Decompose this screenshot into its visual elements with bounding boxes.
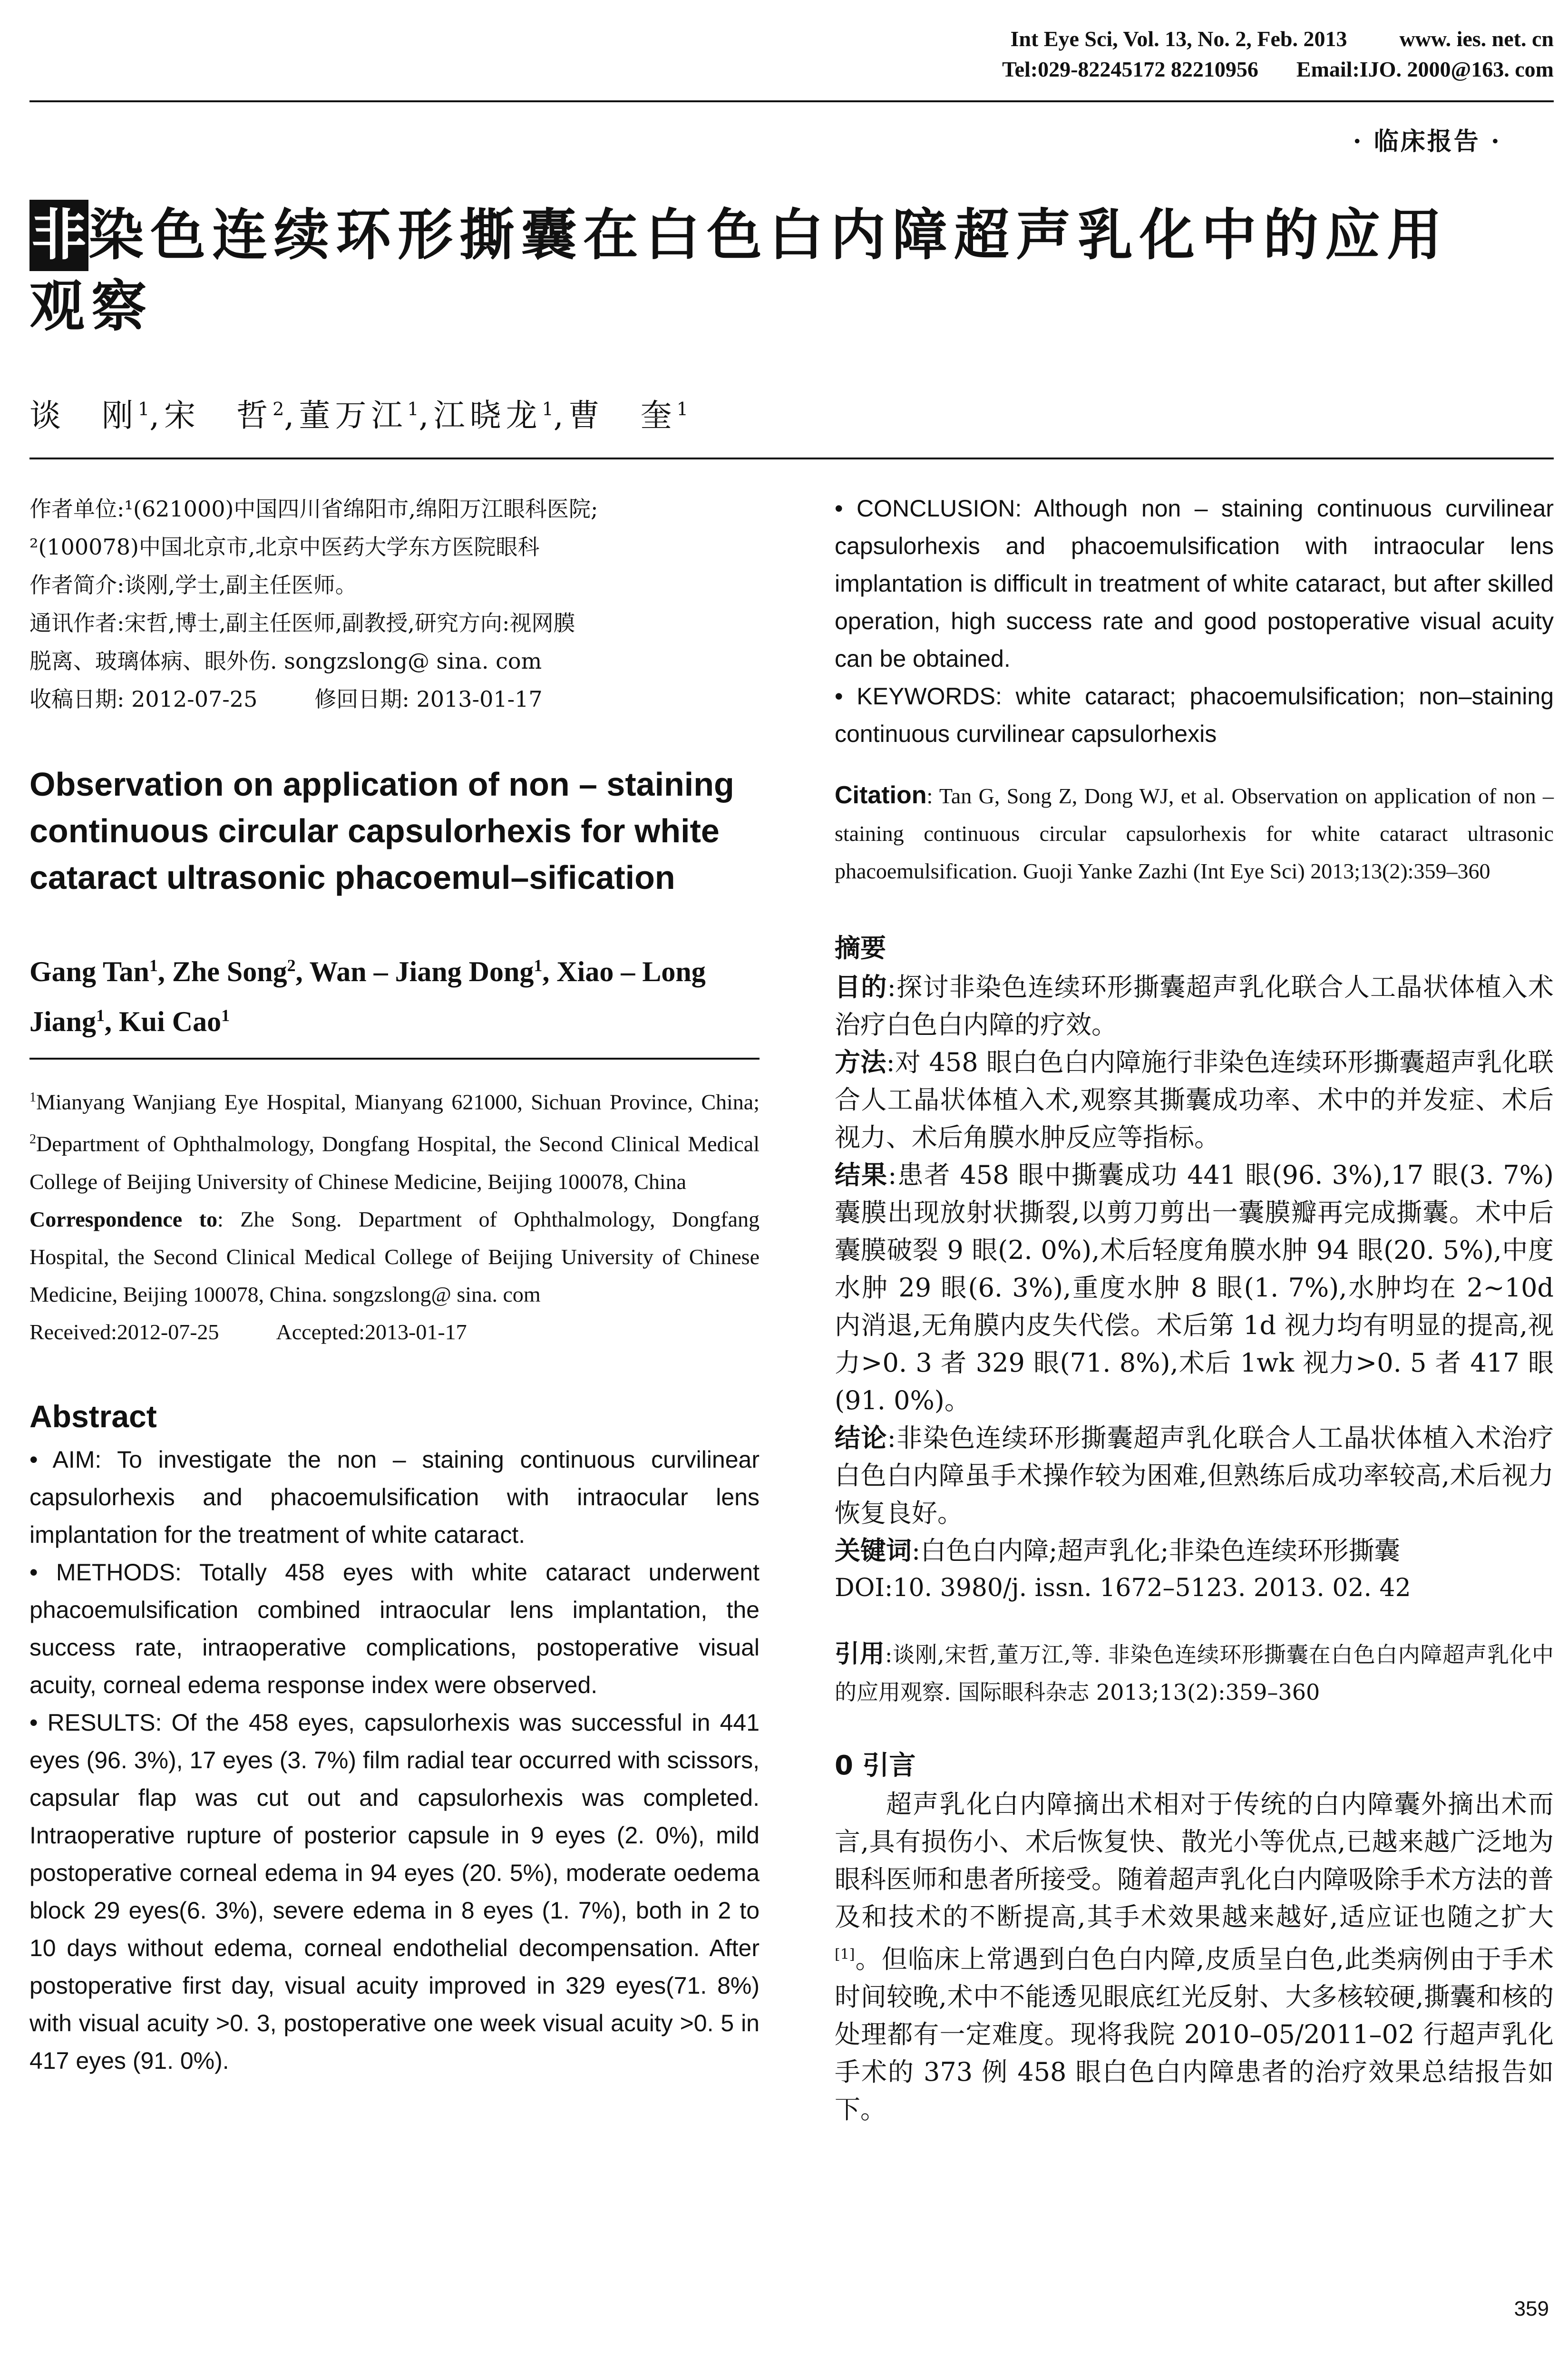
author-sup: 1 — [534, 956, 543, 975]
affiliation-zh — [29, 490, 760, 718]
author-en: Zhe Song — [172, 956, 287, 987]
author-bio: 作者简介:谈刚,学士,副主任医师。 — [29, 572, 357, 598]
affiliation-en-part2: Department of Ophthalmology, Dongfang Hospital, the Second Clinical Medical College of Beijing University of Chinese Medicine, Beijing 100078, China — [29, 1131, 760, 1194]
corresponding-author-1: 通讯作者:宋哲,博士,副主任医师,副教授,研究方向:视网膜 — [29, 610, 575, 636]
journal-email: Email:IJO. 2000@163. com — [1296, 57, 1554, 81]
abstract-zh-label: 关键词 — [835, 1536, 912, 1566]
section-tag: · 临床报告 · — [1353, 127, 1501, 156]
abstract-heading-zh: 摘要 — [835, 933, 886, 963]
abstract-results: • RESULTS: Of the 458 eyes, capsulorhexis was successful in 441 eyes (96. 3%), 17 eyes (3. 7%) film radial tear occurred with scissors, capsular flap was cut out and capsulorhexis was completed. Intraoperative rupture of posterior capsule in 9 eyes (2. 0%), mild postoperative corneal edema in 94 eyes (20. 5%), moderate oedema block 29 eyes(6. 3%), severe edema in 8 eyes (1. 7%), both in 2 to 10 days without edema, corneal endothelial decompensation. After postoperative first day, visual acuity improved in 329 eyes(71. 8%) with visual acuity >0. 3, postoperative one week visual acuity >0. 5 in 417 eyes (91. 0%). — [29, 1709, 760, 2074]
author-en: Gang Tan — [29, 956, 149, 987]
title-zh-line1: 染色连续环形撕囊在白色白内障超声乳化中的应用 — [88, 203, 1449, 267]
affiliation-en — [29, 1079, 760, 1351]
abstract-zh-conclusion — [835, 1419, 1554, 1532]
page-number: 359 — [1514, 2297, 1549, 2320]
abstract-zh-text: :探讨非染色连续环形撕囊超声乳化联合人工晶状体植入术治疗白色白内障的疗效。 — [835, 972, 1554, 1040]
received-date-zh: 收稿日期: 2012-07-25 — [29, 686, 258, 712]
reference-marker: [1] — [835, 1946, 855, 1963]
journal-header — [1002, 24, 1554, 85]
author-en: Kui Cao — [119, 1006, 222, 1037]
dates-zh — [29, 680, 760, 718]
intro-paragraph — [835, 1785, 1554, 2128]
abstract-methods: • METHODS: Totally 458 eyes with white cataract underwent phacoemulsification combined intraocular lens implantation, the success rate, intraoperative complications, postoperative visual acuity, corneal edema response index were observed. — [29, 1559, 760, 1698]
author-sup: 1 — [96, 1006, 105, 1025]
author-zh: 董万江 — [299, 397, 408, 434]
author-sup: 1 — [676, 399, 688, 419]
affiliation-unit-1: 作者单位:¹(621000)中国四川省绵阳市,绵阳万江眼科医院; — [29, 496, 598, 522]
abstract-heading-en: Abstract — [29, 1398, 157, 1434]
abstract-zh-label: 结论 — [835, 1423, 887, 1453]
abstract-zh-text: :患者 458 眼中撕囊成功 441 眼(96. 3%),17 眼(3. 7%)囊膜出现放射状撕裂,以剪刀剪出一囊膜瓣再完成撕囊。术中后囊膜破裂 9 眼(2. 0%),术后轻度角膜水肿 94 眼(20. 5%),中度水肿 29 眼(6. 3%),重度水肿 8 眼(1. 7%),水肿均在 2~10d 内消退,无角膜内皮失代偿。术后第 1d 视力均有明显的提高,视力>0. 3 者 329 眼(71. 8%),术后 1wk 视力>0. 5 者 417 眼(91. 0%)。 — [835, 1160, 1554, 1415]
authors-zh: 谈 刚$^1$,宋 哲$^2$,董万江$^1$,江晓龙$^1$,曹 奎$^1$ — [29, 397, 688, 434]
title-zh-line2: 观察 — [29, 274, 153, 339]
abstract-zh-text: :非染色连续环形撕囊超声乳化联合人工晶状体植入术治疗白色白内障虽手术操作较为困难,但熟练后成功率较高,术后视力恢复良好。 — [835, 1423, 1554, 1528]
author-en: Xiao – Long Jiang — [29, 956, 706, 1037]
abstract-zh-keywords — [835, 1532, 1554, 1569]
affiliation-en-text — [29, 1079, 760, 1200]
correspondence-en — [29, 1200, 760, 1313]
title-zh — [29, 200, 1551, 342]
abstract-en — [29, 1441, 760, 2080]
corresponding-author-2: 脱离、玻璃体病、眼外伤. songzslong@ sina. com — [29, 648, 542, 674]
affiliation-unit-2: ²(100078)中国北京市,北京中医药大学东方医院眼科 — [29, 534, 540, 560]
correspondence-text: : Zhe Song. Department of Ophthalmology, Dongfang Hospital, the Second Clinical Medical College of Beijing University of Chinese Medicine, Beijing 100078, China. songzslong@ sina. com — [29, 1207, 760, 1306]
revised-date-zh: 修回日期: 2013-01-17 — [314, 686, 543, 712]
author-zh: 宋 哲 — [164, 397, 273, 434]
dates-en — [29, 1313, 760, 1351]
abstract-conclusion: • CONCLUSION: Although non – staining continuous curvilinear capsulorhexis and phacoemulsification with intraocular lens implantation is difficult in treatment of white cataract, but after skilled operation, high success rate and good postoperative visual acuity can be obtained. — [835, 495, 1554, 672]
author-sup: 2 — [273, 399, 284, 419]
author-sup: 1 — [542, 399, 554, 419]
citation-en — [835, 777, 1554, 890]
abstract-zh-label: 结果 — [835, 1160, 888, 1190]
abstract-keywords: • KEYWORDS: white cataract; phacoemulsification; non–staining continuous curvilinear capsulorhexis — [835, 683, 1554, 747]
journal-info: Int Eye Sci, Vol. 13, No. 2, Feb. 2013 — [1010, 27, 1347, 51]
abstract-zh — [835, 968, 1554, 1569]
citation-label: Citation — [835, 781, 927, 809]
citation-zh-text: :谈刚,宋哲,董万江,等. 非染色连续环形撕囊在白色白内障超声乳化中的应用观察. 国际眼科杂志 2013;13(2):359–360 — [835, 1642, 1554, 1705]
abstract-zh-results — [835, 1156, 1554, 1419]
author-sup: 1 — [407, 399, 419, 419]
citation-zh — [835, 1636, 1554, 1711]
abstract-en-continued — [835, 490, 1554, 753]
author-sup: 1 — [138, 399, 150, 419]
author-sup: 1 — [221, 1006, 230, 1025]
abstract-zh-label: 目的 — [835, 972, 887, 1002]
author-sup: 1 — [149, 956, 158, 975]
author-sup: 2 — [287, 956, 296, 975]
abstract-zh-methods — [835, 1043, 1554, 1156]
journal-website: www. ies. net. cn — [1399, 27, 1554, 51]
citation-text: : Tan G, Song Z, Dong WJ, et al. Observation on application of non – staining continuous circular capsulorhexis for white cataract ultrasonic phacoemulsification. Guoji Yanke Zazhi (Int Eye Sci) 2013;13(2):359–360 — [835, 784, 1554, 883]
abstract-zh-aim — [835, 968, 1554, 1043]
received-date-en: Received:2012-07-25 — [29, 1319, 219, 1344]
left-column — [29, 490, 760, 2080]
right-column — [835, 490, 1554, 2128]
abstract-zh-text: :对 458 眼白色白内障施行非染色连续环形撕囊超声乳化联合人工晶状体植入术,观察其撕囊成功率、术中的并发症、术后视力、术后角膜水肿反应等指标。 — [835, 1047, 1554, 1152]
title-first-char: 非 — [29, 200, 88, 271]
authors-en: Gang Tan$^1$, Zhe Song$^2$, Wan – Jiang Dong$^1$, Xiao – Long Jiang$^1$, Kui Cao$^1$ — [29, 956, 706, 1037]
abstract-zh-text: :白色白内障;超声乳化;非染色连续环形撕囊 — [912, 1536, 1400, 1566]
citation-zh-label: 引用 — [835, 1640, 885, 1668]
author-zh: 江晓龙 — [433, 397, 542, 434]
affil-sup: 2 — [29, 1132, 36, 1147]
accepted-date-en: Accepted:2013-01-17 — [276, 1319, 467, 1344]
intro-text-2: 。但临床上常遇到白色白内障,皮质呈白色,此类病例由于手术时间较晚,术中不能透见眼底红光反射、大多核较硬,撕囊和核的处理都有一定难度。现将我院 2010–05/2011–02 行超声乳化手术的 373 例 458 眼白色白内障患者的治疗效果总结报告如下。 — [835, 1944, 1554, 2124]
title-en: Observation on application of non – staining continuous circular capsulorhexis for white cataract ultrasonic phacoemul–sification — [29, 766, 734, 896]
abstract-aim: • AIM: To investigate the non – staining continuous curvilinear capsulorhexis and phacoemulsification with intraocular lens implantation for the treatment of white cataract. — [29, 1446, 760, 1548]
affiliation-en-part1: Mianyang Wanjiang Eye Hospital, Mianyang 621000, Sichuan Province, China; — [36, 1090, 760, 1114]
author-zh: 谈 刚 — [29, 397, 138, 434]
journal-tel: Tel:029-82245172 82210956 — [1002, 57, 1258, 81]
authors-divider — [29, 458, 1554, 459]
author-en: Wan – Jiang Dong — [309, 956, 534, 987]
header-divider — [29, 100, 1554, 102]
doi: DOI:10. 3980/j. issn. 1672–5123. 2013. 02. 42 — [835, 1574, 1411, 1602]
affil-sup: 1 — [29, 1090, 36, 1105]
intro-text-1: 超声乳化白内障摘出术相对于传统的白内障囊外摘出术而言,具有损伤小、术后恢复快、散光小等优点,已越来越广泛地为眼科医师和患者所接受。随着超声乳化白内障吸除手术方法的普及和技术的不断提高,其手术效果越来越好,适应证也随之扩大 — [835, 1789, 1554, 1932]
abstract-zh-label: 方法 — [835, 1047, 886, 1077]
affiliation-divider — [29, 1058, 760, 1060]
intro-heading: 0 引言 — [835, 1750, 916, 1781]
correspondence-label: Correspondence to — [29, 1207, 217, 1231]
author-zh: 曹 奎 — [568, 397, 677, 434]
